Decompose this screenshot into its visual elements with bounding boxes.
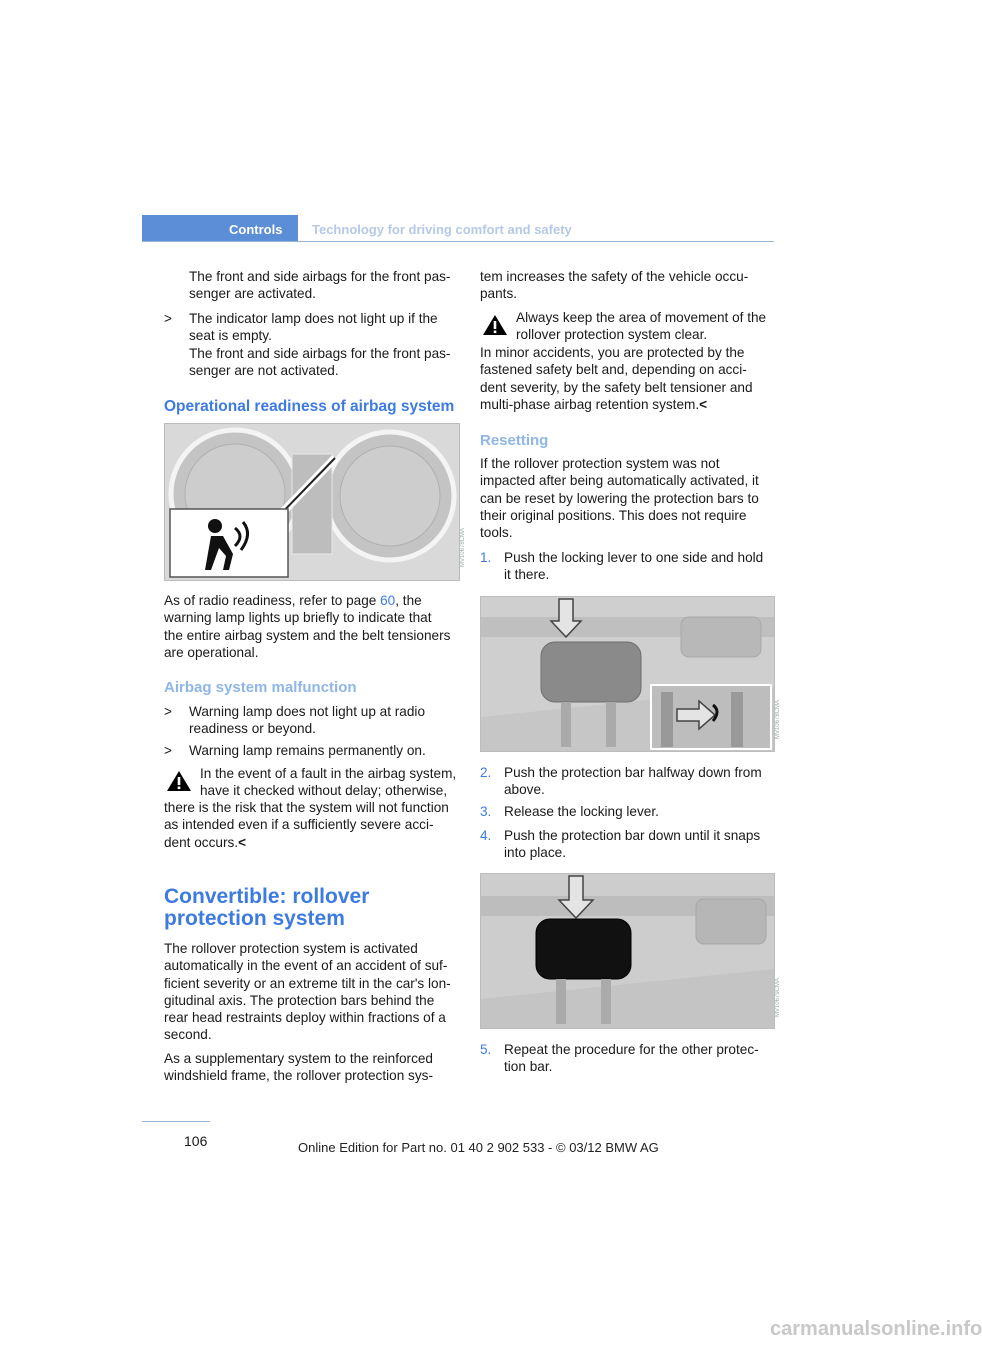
step-text: Push the protection bar halfway down from above. [504, 765, 762, 798]
step-text: Push the locking lever to one side and hold it there. [504, 550, 764, 583]
figure-code: MV10678CMA [775, 700, 781, 740]
step-text: Repeat the procedure for the other protec- tion bar. [504, 1042, 759, 1075]
edition-note: Online Edition for Part no. 01 40 2 902 533 - © 03/12 BMW AG [298, 1140, 659, 1155]
figure-code: MV10679CMA [775, 978, 781, 1018]
step-number: 2. [480, 765, 492, 780]
bullet-item: The indicator lamp does not light up if the seat is empty. The front and side airbags for the front pas- senger are not activated. [189, 311, 451, 378]
bullet-item: Warning lamp remains permanently on. [189, 743, 426, 758]
heading-airbag-malfunction: Airbag system malfunction [164, 679, 357, 696]
protection-bar-figure [480, 873, 775, 1029]
minor-accidents-paragraph: In minor accidents, you are protected by the fastened safety belt and, depending on acci- dent severity, by the safety belt tensioner and multi-phase airbag retention system.< [480, 345, 753, 412]
section-label: Controls [229, 222, 283, 237]
warning-text: In the event of a fault in the airbag system, have it checked without delay; otherwise, [200, 766, 457, 799]
bullet-mark: > [164, 311, 172, 326]
page-reference-link[interactable]: 60 [380, 593, 396, 608]
locking-lever-illustration [481, 597, 774, 751]
warning-text-cont: there is the risk that the system will not function as intended even if a sufficiently severe acci- dent occurs.< [164, 800, 449, 850]
heading-convertible-rollover: Convertible: rollover protection system [164, 885, 370, 930]
heading-operational-readiness: Operational readiness of airbag system [164, 398, 455, 415]
resetting-paragraph: If the rollover protection system was not impacted after being automatically activated, it can be reset by lowering the protection bars to their original positions. This does not require tools. [480, 456, 759, 541]
warning-triangle-icon [482, 313, 508, 337]
end-mark: < [699, 396, 708, 412]
bullet-item: Warning lamp does not light up at radio readiness or beyond. [189, 704, 426, 737]
footer-rule [142, 1121, 210, 1122]
step-number: 4. [480, 828, 492, 843]
instrument-cluster-illustration [165, 424, 459, 580]
convertible-paragraph: The rollover protection system is activated automatically in the event of an accident of suf- ficient severity or an extreme tilt in the car's lon- gitudinal axis. The protection bars behind the rear head restraints deploy within fractions of a second. [164, 941, 451, 1043]
step-number: 1. [480, 550, 492, 565]
warning-text: Always keep the area of movement of the rollover protection system clear. [516, 310, 767, 343]
protection-bar-illustration [481, 874, 774, 1028]
paragraph-continuation: The front and side airbags for the front pas- senger are activated. [189, 269, 451, 302]
step-number: 3. [480, 804, 492, 819]
bullet-mark: > [164, 704, 172, 719]
end-mark: < [238, 834, 247, 850]
paragraph-continuation: tem increases the safety of the vehicle occu- pants. [480, 269, 749, 302]
step-number: 5. [480, 1042, 492, 1057]
bullet-mark: > [164, 743, 172, 758]
figure-code: MV10678CMA [460, 528, 466, 568]
radio-readiness-paragraph: As of radio readiness, refer to page 60, the warning lamp lights up briefly to indicate that the entire airbag system and the belt tensioners are operational. [164, 593, 451, 660]
supplementary-paragraph: As a supplementary system to the reinforced windshield frame, the rollover protection sys- [164, 1051, 433, 1084]
step-text: Push the protection bar down until it snaps into place. [504, 828, 761, 861]
heading-resetting: Resetting [480, 432, 549, 449]
watermark: carmanualsonline.info [770, 1318, 982, 1340]
locking-lever-figure [480, 596, 775, 752]
chapter-title: Technology for driving comfort and safety [312, 222, 572, 237]
warning-triangle-icon [166, 769, 192, 793]
instrument-cluster-figure [164, 423, 460, 581]
header-rule [142, 241, 774, 242]
step-text: Release the locking lever. [504, 804, 659, 819]
page-number: 106 [184, 1133, 208, 1149]
